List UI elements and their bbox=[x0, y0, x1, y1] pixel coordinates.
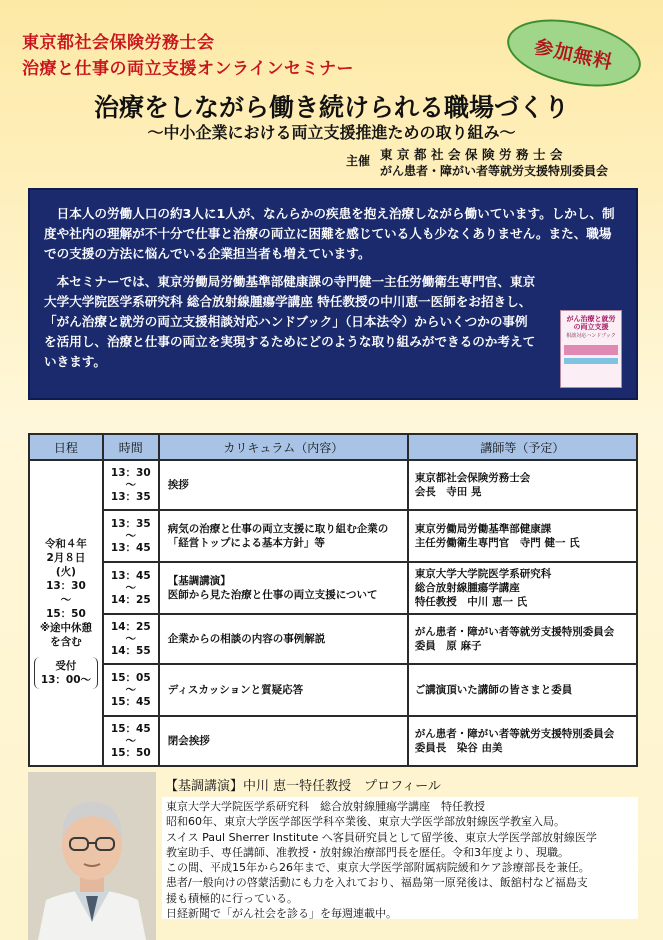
time-cell bbox=[103, 664, 159, 716]
time-sep: 〜 bbox=[125, 530, 137, 542]
speaker-line: 主任労働衛生専門官 寺門 健一 氏 bbox=[414, 537, 580, 549]
date-note-2: を含む bbox=[50, 636, 82, 648]
organizer-name: 東京都社会保険労務士会 bbox=[22, 33, 215, 53]
topic-line: 【基調講演】 bbox=[167, 575, 231, 587]
header-curriculum: カリキュラム（内容） bbox=[159, 434, 408, 460]
intro-paragraph-1: 日本人の労働人口の約3人に1人が、なんらかの疾患を抱え治療しながら働いています。しかし、制度や社内の理解が不十分で仕事と治療の両立に困難を感じている人も少なくありません。また、職場での支援の方法に悩んでいる企業担当者も増えています。 bbox=[44, 206, 615, 261]
intro-box bbox=[28, 188, 638, 400]
page-subtitle: 〜中小企業における両立支援推進ための取り組み〜 bbox=[147, 123, 516, 142]
topic-cell bbox=[159, 614, 408, 664]
time-start: 13：30 bbox=[110, 467, 151, 479]
profile-line: 日経新聞で「がん社会を診る」を毎週連載中。 bbox=[166, 907, 397, 921]
time-end: 15：45 bbox=[110, 696, 151, 708]
table-row bbox=[29, 562, 637, 614]
intro-paragraph-2: 本セミナーでは、東京労働局労働基準部健康課の寺門健一主任労働衛生専門官、東京大学大学院医学系研究科 総合放射線腫瘍学講座 特任教授の中川恵一医師をお招きし、「がん治療と就労の両立支援相談対応ハンドブック」（日本法令）からいくつかの事例を活用し、治療と仕事の両立を実現するためにどのような取り組みができるのか考えていきます。 bbox=[44, 274, 536, 369]
speaker-cell bbox=[408, 614, 637, 664]
speaker-photo bbox=[28, 772, 156, 940]
topic-line: 挨拶 bbox=[167, 479, 189, 491]
profile-line: この間、平成15年から26年まで、東京大学医学部附属病院緩和ケア診療部長を兼任。 bbox=[166, 861, 590, 875]
time-end: 14：55 bbox=[110, 645, 151, 657]
time-cell bbox=[103, 460, 159, 510]
topic-cell bbox=[159, 716, 408, 766]
profile-line: スイス Paul Sherrer Institute へ客員研究員として留学後、東京大学医学部放射線医学 bbox=[166, 830, 597, 844]
speaker-cell bbox=[408, 664, 637, 716]
date-weekday: (火) bbox=[55, 566, 76, 578]
schedule-header-row bbox=[29, 434, 637, 460]
time-start: 13：45 bbox=[110, 570, 151, 582]
date-cell bbox=[29, 460, 103, 766]
reception-label: 受付 bbox=[55, 660, 77, 672]
time-cell bbox=[103, 716, 159, 766]
table-row bbox=[29, 614, 637, 664]
time-start: 14：25 bbox=[110, 621, 151, 633]
speaker-line: ご講演頂いた講師の皆さまと委員 bbox=[414, 684, 573, 696]
handbook-subtitle: 相談対応ハンドブック bbox=[566, 333, 616, 339]
speaker-cell bbox=[408, 716, 637, 766]
handbook-title: がん治療と就労の両立支援 bbox=[566, 315, 616, 331]
table-row bbox=[29, 716, 637, 766]
topic-cell bbox=[159, 510, 408, 562]
profile-box bbox=[162, 797, 638, 919]
handbook-cover-image bbox=[560, 310, 622, 388]
header-date: 日程 bbox=[29, 434, 103, 460]
speaker-cell bbox=[408, 510, 637, 562]
topic-cell bbox=[159, 664, 408, 716]
speaker-line: 東京都社会保険労務士会 bbox=[414, 472, 531, 484]
handbook-stripe-2 bbox=[564, 358, 618, 364]
speaker-line: 東京労働局労働基準部健康課 bbox=[414, 523, 552, 535]
time-end: 13：45 bbox=[110, 542, 151, 554]
time-sep: 〜 bbox=[125, 684, 137, 696]
portrait-illustration bbox=[28, 772, 156, 940]
time-start: 15：45 bbox=[110, 723, 151, 735]
speaker-line: 東京大学大学院医学系研究科 bbox=[414, 568, 552, 580]
profile-heading: 【基調講演】中川 恵一特任教授 プロフィール bbox=[165, 779, 441, 794]
date-start: 13：30 bbox=[46, 580, 86, 592]
speaker-line: がん患者・障がい者等就労支援特別委員会 bbox=[414, 626, 615, 638]
topic-line: 企業からの相談の内容の事例解説 bbox=[167, 633, 326, 645]
reception-time: 13：00〜 bbox=[40, 674, 92, 686]
time-start: 15：05 bbox=[110, 672, 151, 684]
topic-line: ディスカッションと質疑応答 bbox=[167, 684, 304, 696]
handbook-stripe bbox=[564, 345, 618, 355]
table-row bbox=[29, 460, 637, 510]
schedule-table bbox=[28, 433, 638, 767]
profile-line: 昭和60年、東京大学医学部医学科卒業後、東京大学医学部放射線医学教室入局。 bbox=[166, 815, 565, 829]
reception-box bbox=[34, 657, 98, 689]
date-sep: 〜 bbox=[60, 594, 72, 606]
speaker-line: 委員長 染谷 由美 bbox=[414, 742, 503, 754]
time-end: 14：25 bbox=[110, 594, 151, 606]
time-sep: 〜 bbox=[125, 633, 137, 645]
speaker-line: 特任教授 中川 恵一 氏 bbox=[414, 596, 528, 608]
time-cell bbox=[103, 614, 159, 664]
free-badge-label: 参加無料 bbox=[532, 35, 616, 74]
table-row bbox=[29, 510, 637, 562]
topic-cell bbox=[159, 562, 408, 614]
topic-line: 閉会挨拶 bbox=[167, 735, 210, 747]
speaker-cell bbox=[408, 460, 637, 510]
profile-line: 東京大学大学院医学系研究科 総合放射線腫瘍学講座 特任教授 bbox=[166, 800, 485, 813]
speaker-line: 会長 寺田 晃 bbox=[414, 486, 482, 498]
speaker-cell bbox=[408, 562, 637, 614]
sponsor-committee: がん患者・障がい者等就労支援特別委員会 bbox=[380, 164, 609, 178]
profile-line: 患者/一般向けの啓蒙活動にも力を入れており、福島第一原発後は、飯舘村など福島支 bbox=[166, 876, 588, 890]
time-cell bbox=[103, 562, 159, 614]
header-speaker: 講師等（予定） bbox=[408, 434, 637, 460]
time-cell bbox=[103, 510, 159, 562]
topic-line: 病気の治療と仕事の両立支援に取り組む企業の bbox=[167, 523, 389, 535]
page-title: 治療をしながら働き続けられる職場づくり bbox=[93, 93, 569, 122]
sponsor-label: 主催 bbox=[346, 154, 371, 168]
speaker-line: 総合放射線腫瘍学講座 bbox=[414, 582, 520, 594]
table-row bbox=[29, 664, 637, 716]
header-time: 時間 bbox=[103, 434, 159, 460]
topic-line: 「経営トップによる基本方針」等 bbox=[167, 537, 325, 549]
profile-line: 援も積極的に行っている。 bbox=[166, 891, 298, 905]
topic-line: 医師から見た治療と仕事の両立支援について bbox=[167, 589, 378, 601]
sponsor-organization: 東京都社会保険労務士会 bbox=[380, 147, 568, 162]
seminar-name: 治療と仕事の両立支援オンラインセミナー bbox=[22, 59, 354, 79]
date-era: 令和４年 bbox=[44, 538, 87, 550]
time-sep: 〜 bbox=[125, 735, 137, 747]
time-end: 13：35 bbox=[110, 491, 151, 503]
time-sep: 〜 bbox=[125, 479, 137, 491]
date-day: 2月８日 bbox=[46, 552, 86, 564]
date-end: 15：50 bbox=[46, 608, 86, 620]
speaker-line: がん患者・障がい者等就労支援特別委員会 bbox=[414, 728, 615, 740]
free-badge bbox=[501, 9, 647, 98]
profile-line: 教室助手、専任講師、准教授・放射線治療部門長を歴任。令和3年度より、現職。 bbox=[166, 845, 569, 859]
date-note: ※途中休憩 bbox=[39, 622, 93, 634]
speaker-line: 委員 原 麻子 bbox=[414, 640, 482, 652]
time-start: 13：35 bbox=[110, 518, 151, 530]
time-sep: 〜 bbox=[125, 582, 137, 594]
topic-cell bbox=[159, 460, 408, 510]
time-end: 15：50 bbox=[110, 747, 151, 759]
